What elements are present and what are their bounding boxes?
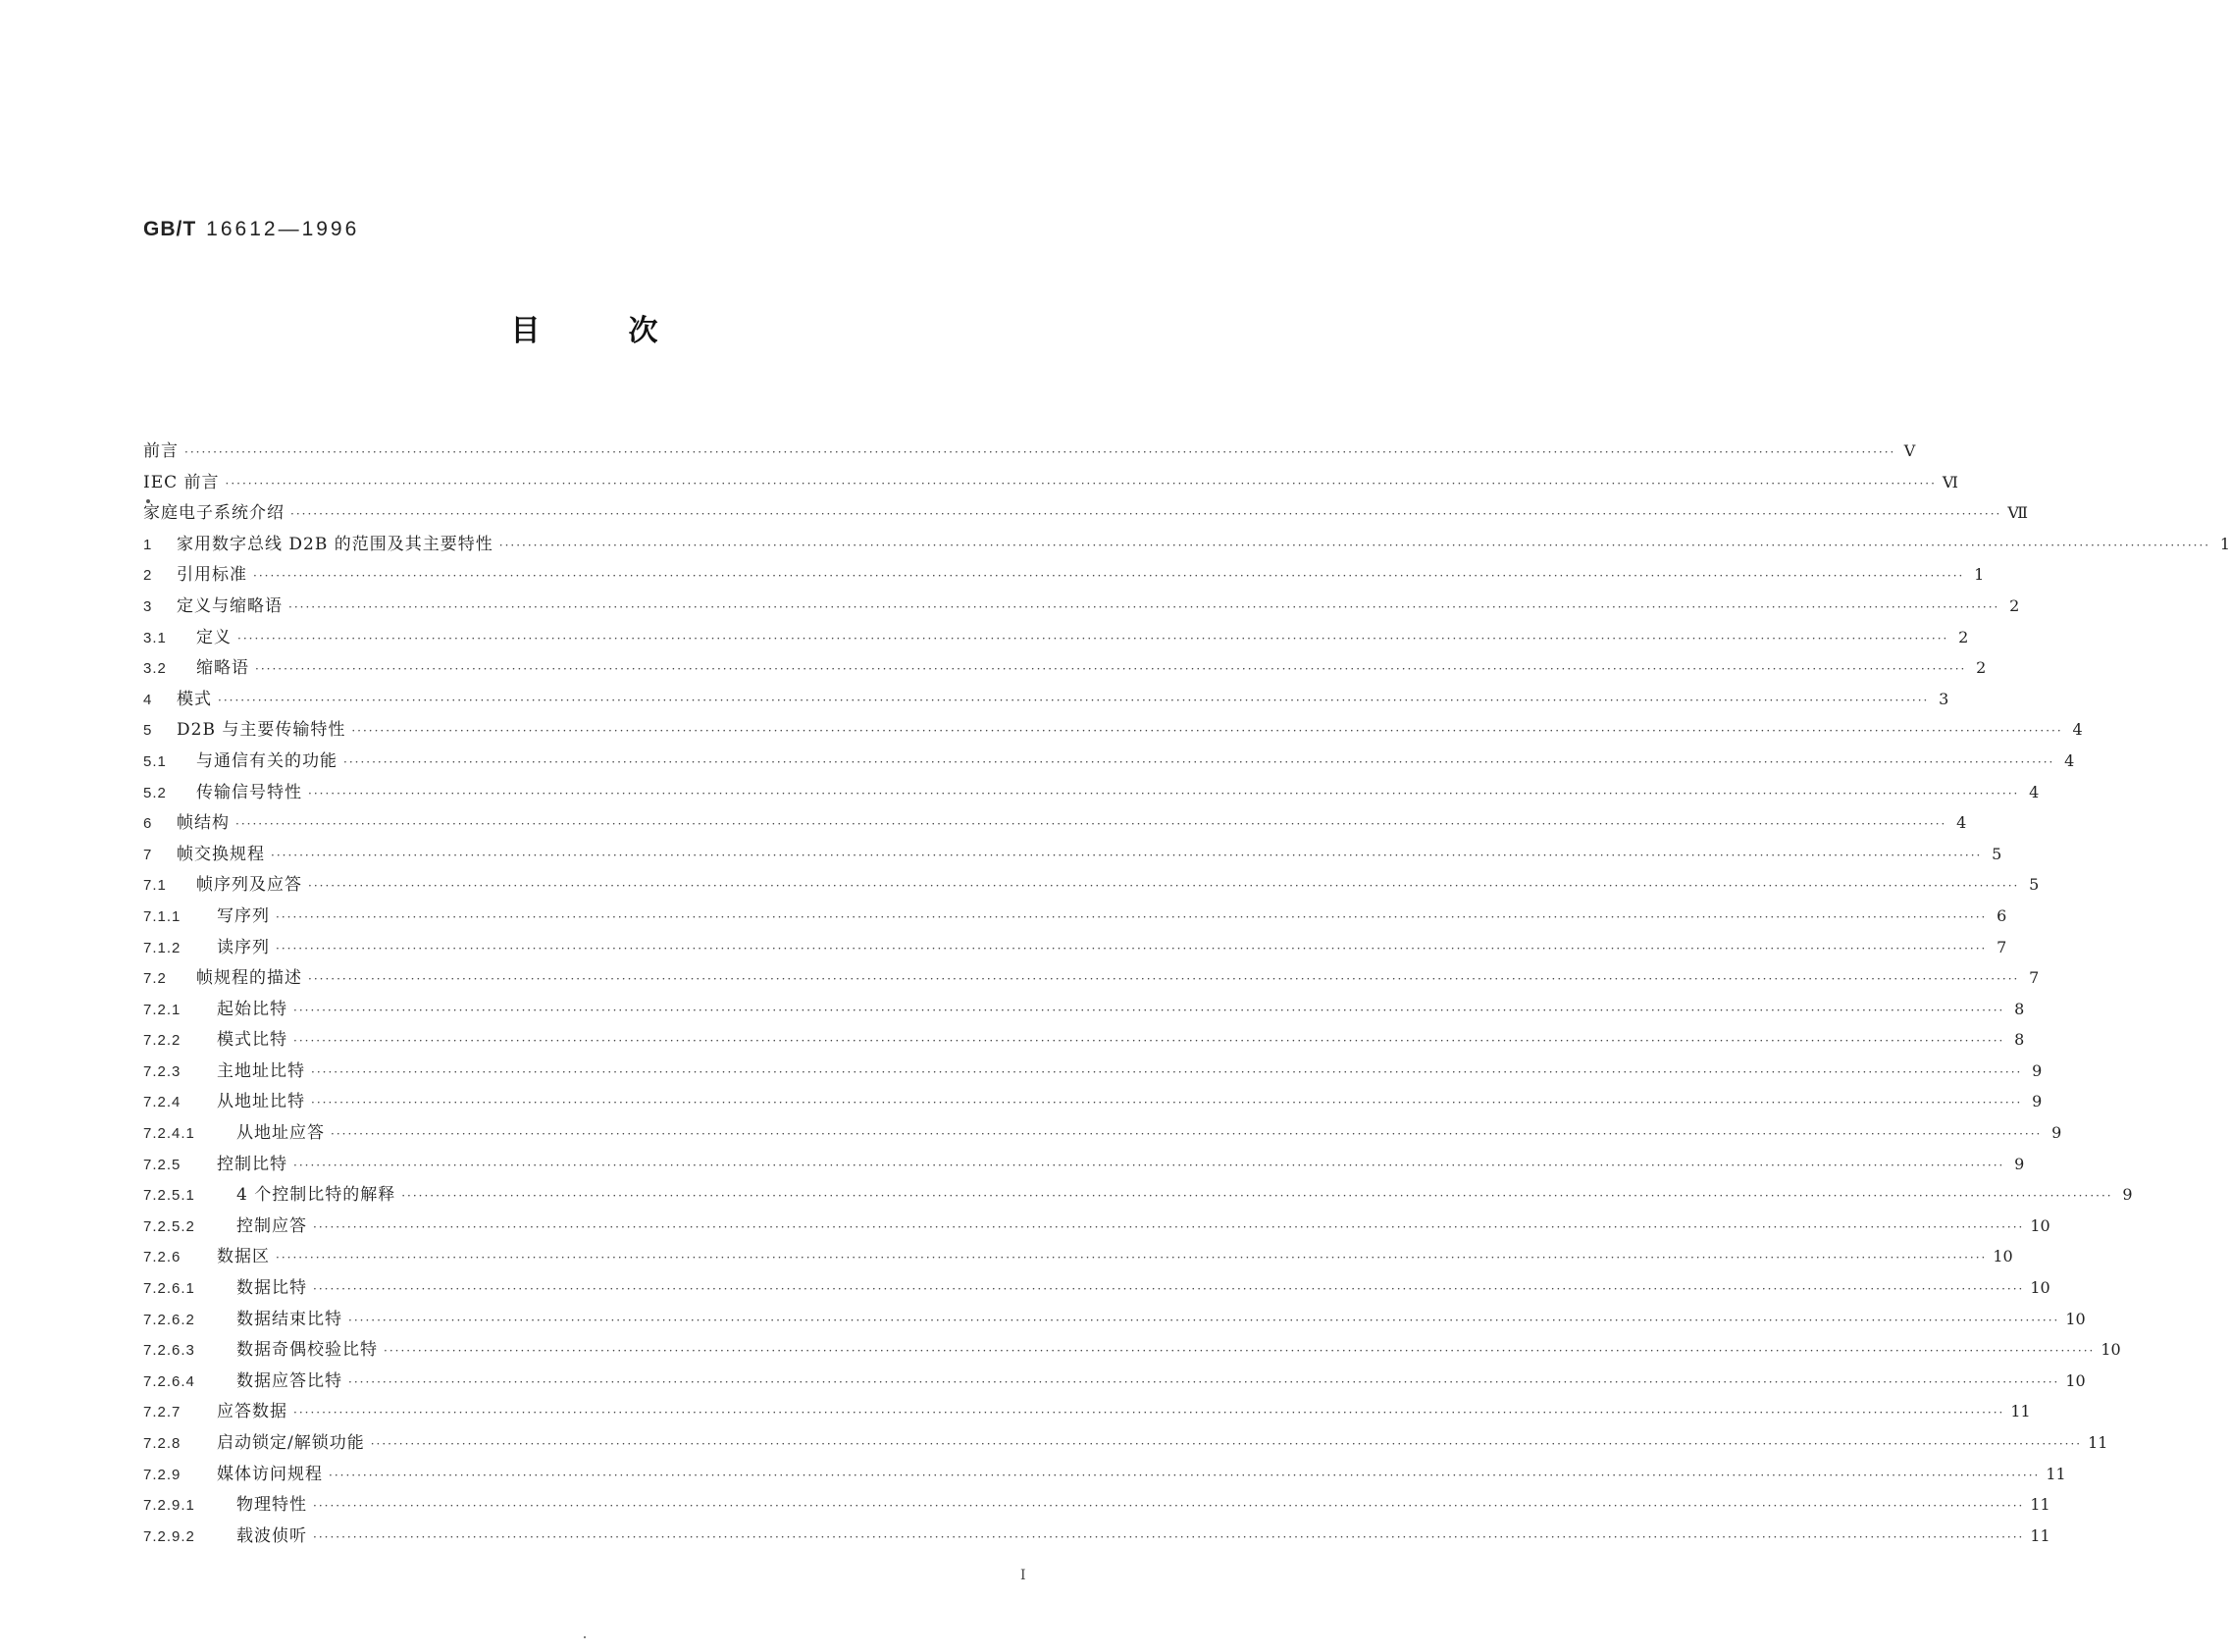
dot-leader: ············································································································································································································································································································ bbox=[331, 1127, 2043, 1142]
toc-entry-page: 10 bbox=[2065, 1370, 2086, 1390]
toc-entry-label: 控制比特 bbox=[217, 1154, 287, 1174]
toc-entry[interactable] bbox=[143, 1024, 2025, 1056]
toc-entry-number: 7.2.2 bbox=[143, 1032, 182, 1050]
toc-entry-page: 10 bbox=[2030, 1278, 2050, 1298]
dot-leader: ············································································································································································································································································································ bbox=[225, 476, 1937, 490]
dot-leader: ············································································································································································································································································································ bbox=[253, 569, 1965, 584]
toc-entry-label: 与通信有关的功能 bbox=[196, 750, 337, 771]
toc-entry[interactable] bbox=[143, 559, 1985, 591]
toc-entry-label: 主地址比特 bbox=[217, 1060, 305, 1081]
toc-entry-label: 载波侦听 bbox=[236, 1525, 307, 1546]
toc-entry[interactable] bbox=[143, 684, 1949, 715]
toc-entry-page: 10 bbox=[2030, 1215, 2050, 1235]
toc-entry-number: 7.2.5 bbox=[143, 1156, 182, 1173]
toc-entry[interactable] bbox=[143, 652, 1987, 684]
toc-entry-label: 写序列 bbox=[217, 905, 270, 926]
toc-entry[interactable] bbox=[143, 901, 2007, 932]
toc-entry-page: 7 bbox=[1997, 937, 2007, 956]
toc-entry[interactable] bbox=[143, 962, 2040, 994]
toc-entry-page: 10 bbox=[1993, 1247, 2013, 1266]
toc-entry-label: 定义与缩略语 bbox=[177, 595, 283, 616]
toc-entry-label: 从地址比特 bbox=[217, 1092, 305, 1112]
toc-entry[interactable] bbox=[143, 994, 2025, 1025]
toc-entry-number: 7.2.8 bbox=[143, 1435, 182, 1452]
dot-leader: ············································································································································································································································································································ bbox=[384, 1344, 2096, 1359]
toc-entry-number: 7.2.6.3 bbox=[143, 1342, 195, 1360]
dot-leader: ············································································································································································································································································································ bbox=[271, 848, 1983, 862]
dot-leader: ············································································································································································································································································································ bbox=[351, 724, 2063, 739]
toc-entry-label: 帧序列及应答 bbox=[196, 875, 302, 896]
toc-entry-number: 7.2.7 bbox=[143, 1404, 182, 1421]
dot-leader: ············································································································································································································································································································ bbox=[290, 507, 2002, 522]
dot-leader: ············································································································································································································································································································ bbox=[311, 1096, 2023, 1110]
dot-leader: ············································································································································································································································································································ bbox=[293, 1406, 2005, 1420]
toc-entry-number: 7.2.3 bbox=[143, 1062, 182, 1080]
toc-entry-page: 9 bbox=[2014, 1154, 2025, 1173]
toc-entry-page: 7 bbox=[2029, 968, 2040, 988]
toc-entry-label: 帧交换规程 bbox=[177, 844, 265, 864]
toc-entry-label: 引用标准 bbox=[177, 565, 247, 586]
dot-leader: ············································································································································································································································································································ bbox=[401, 1189, 2113, 1204]
dot-leader: ············································································································································································································································································································ bbox=[313, 1499, 2025, 1514]
toc-entry[interactable] bbox=[143, 436, 1916, 467]
toc-entry-label: 传输信号特性 bbox=[196, 782, 302, 802]
toc-entry[interactable] bbox=[143, 1459, 2066, 1490]
toc-entry-page: 11 bbox=[2088, 1433, 2108, 1452]
dot-leader: ············································································································································································································································································································ bbox=[235, 817, 1947, 832]
toc-entry-number: 7.2.9.2 bbox=[143, 1527, 195, 1545]
toc-entry-label: 模式 bbox=[177, 689, 212, 709]
toc-entry-label: 应答数据 bbox=[217, 1402, 287, 1422]
toc-entry[interactable] bbox=[143, 497, 2028, 529]
toc-entry[interactable] bbox=[143, 591, 2020, 622]
dot-leader: ············································································································································································································································································································ bbox=[308, 972, 2020, 987]
toc-entry-page: 5 bbox=[1992, 844, 2002, 863]
dot-leader: ············································································································································································································································································································ bbox=[293, 1003, 2005, 1017]
dot-leader: ············································································································································································································································································································ bbox=[276, 941, 1988, 955]
toc-entry[interactable] bbox=[143, 714, 2083, 746]
toc-entry-page: 11 bbox=[2046, 1464, 2066, 1483]
toc-entry-label: 数据应答比特 bbox=[236, 1370, 342, 1391]
toc-entry[interactable] bbox=[143, 1056, 2043, 1087]
dot-leader: ············································································································································································································································································································ bbox=[308, 786, 2020, 800]
toc-entry-label: 从地址应答 bbox=[236, 1123, 325, 1144]
toc-entry[interactable] bbox=[143, 1179, 2133, 1211]
toc-entry-number: 7.2.9 bbox=[143, 1466, 182, 1483]
toc-entry-page: 2 bbox=[2009, 595, 2020, 615]
toc-entry[interactable] bbox=[143, 746, 2075, 777]
toc-entry-label: 起始比特 bbox=[217, 999, 287, 1019]
page-title: 目次 bbox=[510, 314, 747, 348]
toc-entry-page: 2 bbox=[1958, 627, 1969, 646]
toc-entry-label: 定义 bbox=[196, 627, 232, 647]
dot-leader: ············································································································································································································································································································ bbox=[348, 1313, 2060, 1327]
toc-entry[interactable] bbox=[143, 1489, 2050, 1521]
toc-entry-label: 数据比特 bbox=[236, 1278, 307, 1299]
toc-entry-page: 10 bbox=[2100, 1340, 2121, 1360]
dot-leader: ············································································································································································································································································································ bbox=[313, 1529, 2025, 1544]
toc-entry-page: 8 bbox=[2014, 999, 2025, 1018]
toc-entry[interactable] bbox=[143, 777, 2040, 808]
toc-entry-page: 5 bbox=[2029, 875, 2040, 895]
toc-entry[interactable] bbox=[143, 1396, 2031, 1427]
toc-entry-number: 7.2.1 bbox=[143, 1001, 182, 1018]
toc-entry-label: IEC 前言 bbox=[143, 472, 220, 492]
scan-speck bbox=[584, 1636, 586, 1638]
dot-leader: ············································································································································································································································································································ bbox=[329, 1468, 2041, 1482]
dot-leader: ············································································································································································································································································································ bbox=[370, 1437, 2083, 1451]
toc-entry-label: 家庭电子系统介绍 bbox=[143, 503, 285, 524]
standard-number: 16612—1996 bbox=[206, 218, 360, 240]
toc-entry-label: 数据奇偶校验比特 bbox=[236, 1340, 378, 1361]
toc-entry-page: Ⅵ bbox=[1942, 472, 1958, 491]
dot-leader: ············································································································································································································································································································ bbox=[276, 909, 1988, 924]
toc-entry[interactable] bbox=[143, 1427, 2108, 1459]
toc-entry-page: 8 bbox=[2014, 1030, 2025, 1050]
toc-entry-label: 启动锁定/解锁功能 bbox=[217, 1433, 365, 1453]
toc-entry[interactable] bbox=[143, 869, 2040, 901]
toc-entry-page: Ⅴ bbox=[1903, 441, 1916, 460]
dot-leader: ············································································································································································································································································································ bbox=[276, 1251, 1988, 1265]
toc-entry[interactable] bbox=[143, 1366, 2086, 1397]
toc-entry-page: 4 bbox=[2064, 750, 2075, 770]
toc-entry-page: 9 bbox=[2032, 1092, 2043, 1111]
toc-entry[interactable] bbox=[143, 1117, 2062, 1149]
toc-entry-label: 帧规程的描述 bbox=[196, 968, 302, 989]
toc-entry-page: 10 bbox=[2065, 1309, 2086, 1328]
toc-entry[interactable] bbox=[143, 1211, 2050, 1242]
toc-entry-label: 数据结束比特 bbox=[236, 1309, 342, 1329]
toc-entry-label: 帧结构 bbox=[177, 813, 230, 834]
toc-entry-number: 7.2.6.1 bbox=[143, 1280, 195, 1298]
toc-entry[interactable] bbox=[143, 1272, 2050, 1304]
dot-leader: ············································································································································································································································································································ bbox=[311, 1064, 2023, 1079]
dot-leader: ············································································································································································································································································································ bbox=[313, 1282, 2025, 1297]
toc-entry[interactable] bbox=[143, 1086, 2043, 1117]
toc-entry-number: 2 bbox=[143, 567, 153, 585]
toc-entry-number: 5.1 bbox=[143, 752, 167, 770]
toc-entry-number: 7.1.2 bbox=[143, 939, 182, 956]
toc-entry-number: 7.2.6.2 bbox=[143, 1311, 195, 1328]
toc-entry[interactable] bbox=[143, 467, 1958, 498]
dot-leader: ············································································································································································································································································································ bbox=[498, 538, 2211, 552]
toc-entry-page: 2 bbox=[1976, 658, 1987, 678]
toc-entry[interactable] bbox=[143, 622, 1969, 653]
toc-entry[interactable] bbox=[143, 1241, 2013, 1272]
standard-prefix: GB/T bbox=[143, 218, 197, 240]
toc-entry[interactable] bbox=[143, 1334, 2121, 1366]
dot-leader: ············································································································································································································································································································ bbox=[218, 693, 1930, 707]
dot-leader: ············································································································································································································································································································ bbox=[293, 1034, 2005, 1049]
toc-entry-number: 7.1 bbox=[143, 877, 167, 895]
toc-entry-number: 7.2.5.2 bbox=[143, 1217, 195, 1235]
toc-entry-number: 5 bbox=[143, 722, 153, 740]
dot-leader: ············································································································································································································································································································ bbox=[293, 1158, 2005, 1172]
toc-entry-number: 7.2.6.4 bbox=[143, 1372, 195, 1390]
toc-entry-label: 家用数字总线 D2B 的范围及其主要特性 bbox=[177, 534, 493, 554]
toc-entry-number: 3.2 bbox=[143, 660, 167, 678]
toc-entry-number: 7.2 bbox=[143, 970, 167, 988]
toc-entry-number: 7.2.9.1 bbox=[143, 1497, 195, 1515]
dot-leader: ············································································································································································································································································································ bbox=[343, 754, 2055, 769]
dot-leader: ············································································································································································································································································································ bbox=[288, 599, 2000, 614]
toc-entry[interactable] bbox=[143, 839, 2002, 870]
toc-entry-number: 6 bbox=[143, 815, 153, 833]
toc-entry[interactable] bbox=[143, 932, 2007, 963]
toc-entry-number: 7.2.5.1 bbox=[143, 1187, 195, 1205]
toc-entry-number: 7.2.4 bbox=[143, 1094, 182, 1111]
toc-entry-page: 6 bbox=[1997, 905, 2007, 925]
dot-leader: ············································································································································································································································································································ bbox=[308, 879, 2020, 894]
toc-entry[interactable] bbox=[143, 807, 1967, 839]
toc-entry-number: 3.1 bbox=[143, 629, 167, 646]
toc-entry-page: 4 bbox=[1956, 813, 1967, 833]
toc-entry-page: 9 bbox=[2051, 1123, 2062, 1143]
toc-entry[interactable] bbox=[143, 1521, 2050, 1552]
toc-entry-number: 7.1.1 bbox=[143, 907, 182, 925]
toc-entry-page: 1 bbox=[1974, 565, 1985, 585]
toc-entry-label: D2B 与主要传输特性 bbox=[177, 720, 346, 741]
toc-entry-page: 3 bbox=[1939, 689, 1949, 708]
toc-entry-label: 模式比特 bbox=[217, 1030, 287, 1051]
toc-entry-page: 4 bbox=[2029, 782, 2040, 801]
toc-entry[interactable] bbox=[143, 1149, 2025, 1180]
toc-entry-number: 1 bbox=[143, 536, 153, 553]
table-of-contents bbox=[143, 436, 2230, 1551]
toc-entry-number: 5.2 bbox=[143, 784, 167, 801]
dot-leader: ············································································································································································································································································································ bbox=[184, 445, 1896, 459]
toc-entry-page: 11 bbox=[2030, 1495, 2050, 1515]
toc-entry-number: 3 bbox=[143, 597, 153, 615]
scan-speck bbox=[146, 499, 150, 503]
dot-leader: ············································································································································································································································································································ bbox=[313, 1219, 2025, 1234]
toc-entry-label: 媒体访问规程 bbox=[217, 1464, 323, 1484]
toc-entry-label: 读序列 bbox=[217, 937, 270, 957]
toc-entry-label: 前言 bbox=[143, 441, 179, 461]
toc-entry[interactable] bbox=[143, 529, 2230, 560]
dot-leader: ············································································································································································································································································································ bbox=[348, 1374, 2060, 1389]
toc-entry-number: 7.2.6 bbox=[143, 1249, 182, 1266]
toc-entry-number: 7 bbox=[143, 846, 153, 863]
toc-entry-label: 4 个控制比特的解释 bbox=[236, 1185, 396, 1206]
toc-entry-number: 7.2.4.1 bbox=[143, 1125, 195, 1143]
toc-entry-page: Ⅶ bbox=[2007, 503, 2028, 523]
toc-entry-label: 数据区 bbox=[217, 1247, 270, 1267]
toc-entry-page: 4 bbox=[2072, 720, 2083, 740]
toc-entry-page: 9 bbox=[2032, 1060, 2043, 1080]
standard-code bbox=[143, 218, 359, 241]
toc-entry-page: 9 bbox=[2122, 1185, 2133, 1205]
toc-entry-label: 物理特性 bbox=[236, 1495, 307, 1516]
toc-entry-page: 1 bbox=[2219, 534, 2230, 553]
toc-entry-page: 11 bbox=[2030, 1525, 2050, 1545]
toc-entry[interactable] bbox=[143, 1304, 2086, 1335]
toc-entry-page: 11 bbox=[2010, 1402, 2031, 1421]
toc-entry-number: 4 bbox=[143, 691, 153, 708]
toc-entry-label: 缩略语 bbox=[196, 658, 249, 679]
dot-leader: ············································································································································································································································································································ bbox=[237, 631, 1949, 645]
page-number: I bbox=[1020, 1568, 1026, 1583]
dot-leader: ············································································································································································································································································································ bbox=[255, 662, 1967, 677]
toc-entry-label: 控制应答 bbox=[236, 1215, 307, 1236]
